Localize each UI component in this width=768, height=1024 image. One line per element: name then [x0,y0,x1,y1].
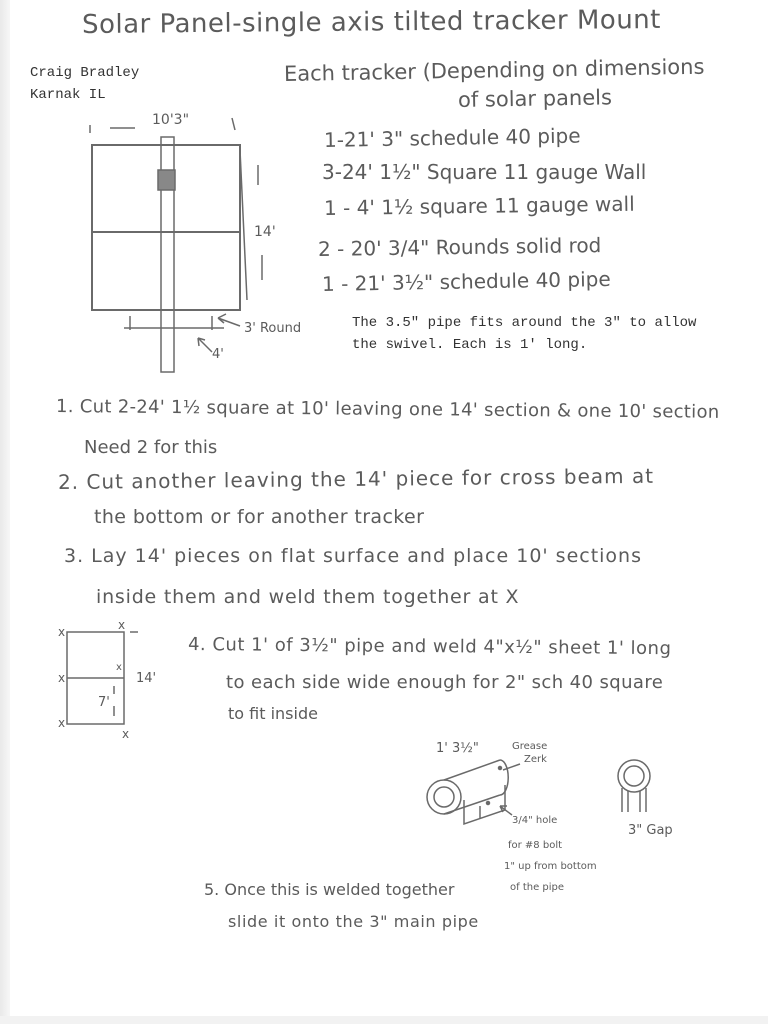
svg-text:for #8 bolt: for #8 bolt [508,840,563,851]
svg-text:of the pipe: of the pipe [510,882,565,893]
svg-text:x: x [58,625,66,639]
step-2: 2. Cut another leaving the 14' piece for cross beam at [57,463,655,494]
swivel-note-cont: the swivel. Each is 1' long. [352,337,588,353]
svg-text:x: x [58,671,66,685]
svg-text:x: x [58,716,66,730]
svg-text:x: x [118,618,126,632]
svg-text:x: x [122,727,130,741]
step-4: 4. Cut 1' of 3½" pipe and weld 4"x½" sheet 1' long [187,634,672,660]
weld-side-dimension: 14' [136,671,157,686]
page-bottom-edge [0,1016,768,1024]
materials-heading: Each tracker (Depending on dimensions [283,54,705,86]
step-4-cont: to each side wide enough for 2" sch 40 square [226,672,664,693]
material-item: 3-24' 1½" Square 11 gauge Wall [322,160,647,184]
swivel-note: The 3.5" pipe fits around the 3" to allow [352,315,697,331]
step-1-cont: Need 2 for this [84,437,218,458]
gap-label: 3" Gap [628,823,673,838]
grease-label: Grease [512,741,548,752]
step-2-cont: the bottom or for another tracker [94,506,425,528]
frame-side-dimension: 14' [254,224,276,240]
step-5: 5. Once this is welded together [204,880,455,899]
material-item: 1 - 21' 3½" schedule 40 pipe [321,266,611,296]
svg-text:Zerk: Zerk [524,754,547,765]
round-rod-label: 3' Round [244,321,302,336]
material-item: 1 - 4' 1½ square 11 gauge wall [323,191,635,220]
weld-inner-dimension: 7' [98,695,110,710]
material-item: 2 - 20' 3/4" Rounds solid rod [317,233,602,261]
hole-label: 3/4" hole [512,815,558,826]
author-location: Karnak IL [30,87,106,103]
svg-text:x: x [116,662,122,673]
sleeve-length-label: 1' 3½" [436,741,479,756]
frame-top-dimension: 10'3" [152,112,190,128]
page-left-edge [0,0,10,1024]
step-1: 1. Cut 2-24' 1½ square at 10' leaving one 14' section & one 10' section [55,396,720,423]
materials-heading-cont: of solar panels [457,85,613,112]
frame-bottom-dimension: 4' [212,347,224,362]
step-3-cont: inside them and weld them together at X [96,586,520,608]
author-name: Craig Bradley [30,65,140,81]
svg-text:1" up from bottom: 1" up from bottom [504,861,597,872]
step-3: 3. Lay 14' pieces on flat surface and place 10' sections [64,545,642,567]
material-item: 1-21' 3" schedule 40 pipe [323,123,581,152]
page-title: Solar Panel-single axis tilted tracker Mount [81,4,662,40]
step-4-cont-2: to fit inside [228,704,318,723]
step-5-cont: slide it onto the 3" main pipe [228,912,479,931]
